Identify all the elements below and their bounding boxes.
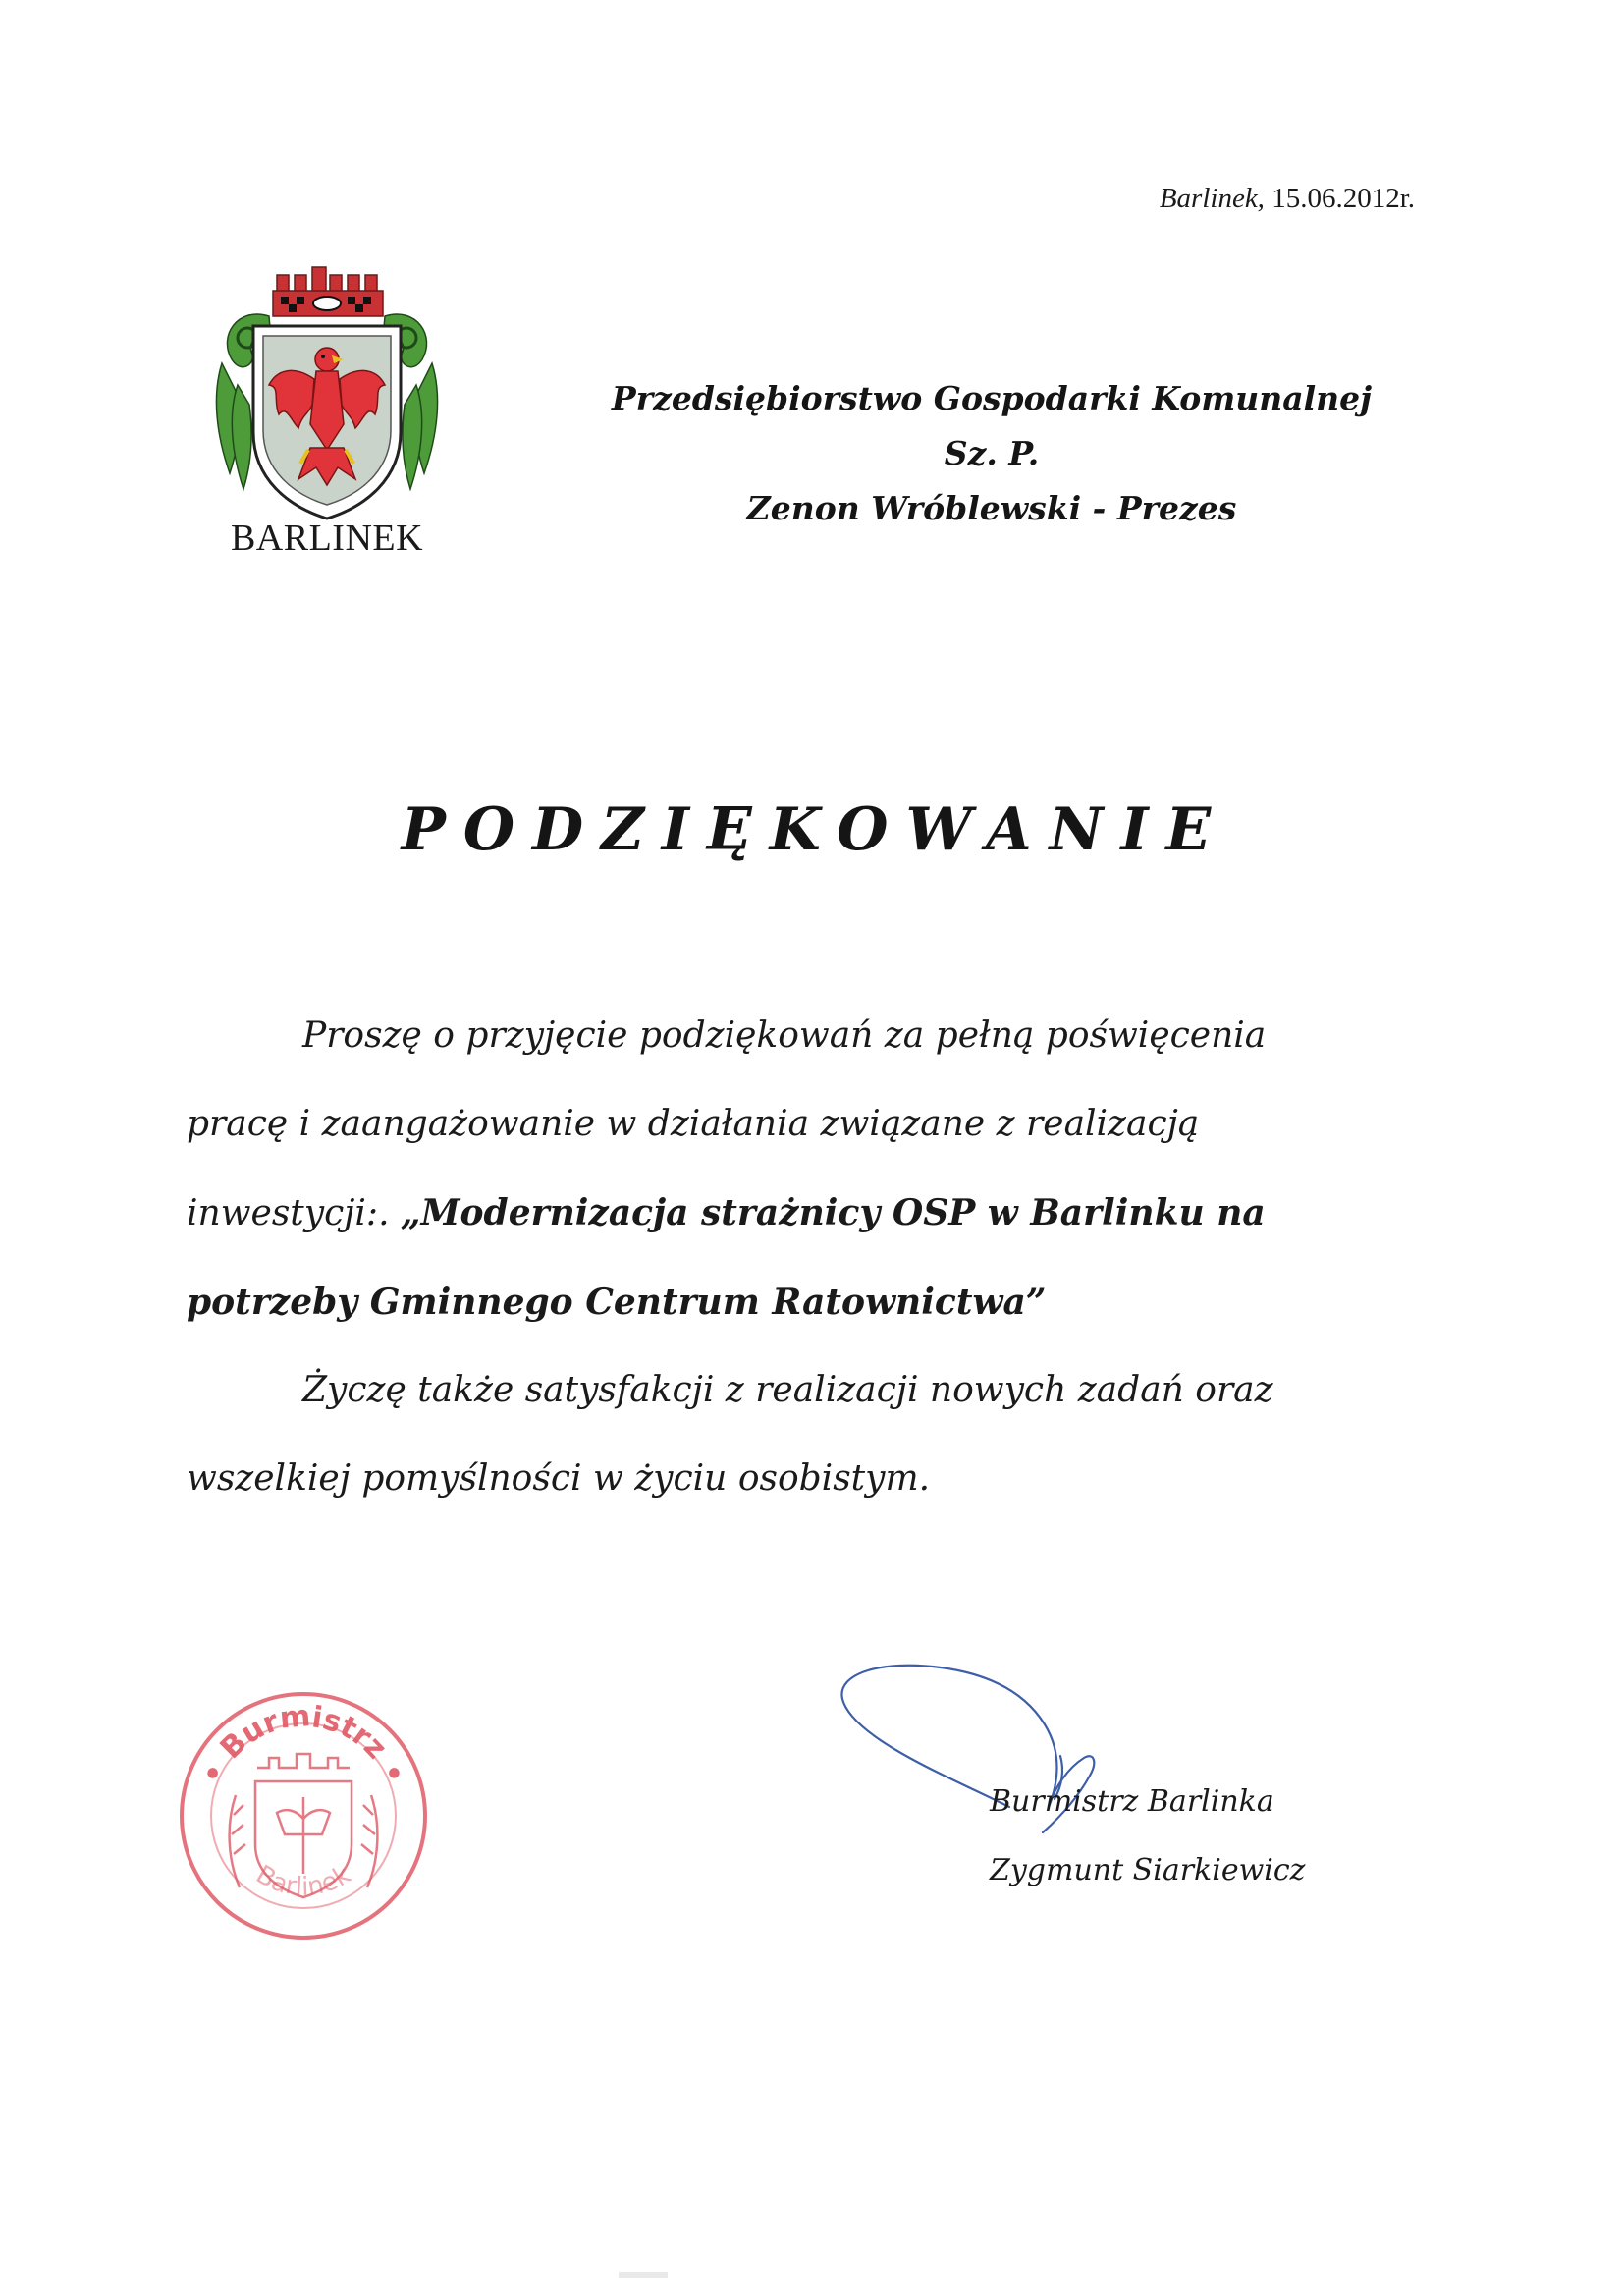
recipient-name: Zenon Wróblewski - Prezes: [746, 489, 1237, 527]
svg-text:• Burmistrz •: • Burmistrz •: [194, 1699, 412, 1790]
body-line: wszelkiej pomyślności w życiu osobistym.: [187, 1458, 931, 1499]
letter-body: [187, 992, 1404, 1523]
body-line-investment: [187, 1169, 1404, 1258]
recipient-company: Przedsiębiorstwo Gospodarki Komunalnej: [611, 379, 1373, 417]
recipient-salutation: Sz. P.: [944, 434, 1040, 472]
recipient-block: [530, 371, 1453, 536]
svg-text:Barlinek: Barlinek: [250, 1859, 356, 1902]
signer-block: [990, 1768, 1402, 1905]
barlinek-coat-of-arms-icon: [208, 257, 446, 522]
investment-name-part2: potrzeby Gminnego Centrum Ratownictwa”: [187, 1282, 1047, 1323]
investment-name-part1: „Modernizacja strażnicy OSP w Barlinku na: [400, 1192, 1266, 1233]
signer-title: Burmistrz Barlinka: [990, 1784, 1274, 1819]
scan-mark: [619, 2272, 668, 2278]
document-date: [1160, 183, 1415, 215]
official-stamp-icon: [175, 1687, 432, 1944]
body-line-prefix: inwestycji:.: [187, 1193, 401, 1233]
signer-name: Zygmunt Siarkiewicz: [990, 1853, 1306, 1887]
date-place: Barlinek,: [1159, 183, 1265, 214]
body-line: Proszę o przyjęcie podziękowań za pełną poświęcenia: [302, 1015, 1267, 1056]
body-line: pracę i zaangażowanie w działania związane z realizacją: [187, 1104, 1200, 1144]
document-title: PODZIĘKOWANIE: [401, 795, 1229, 864]
body-line: Życzę także satysfakcji z realizacji nowych zadań oraz: [302, 1370, 1273, 1410]
date-value: 15.06.2012r.: [1271, 183, 1415, 214]
crest-label: BARLINEK: [230, 518, 424, 559]
